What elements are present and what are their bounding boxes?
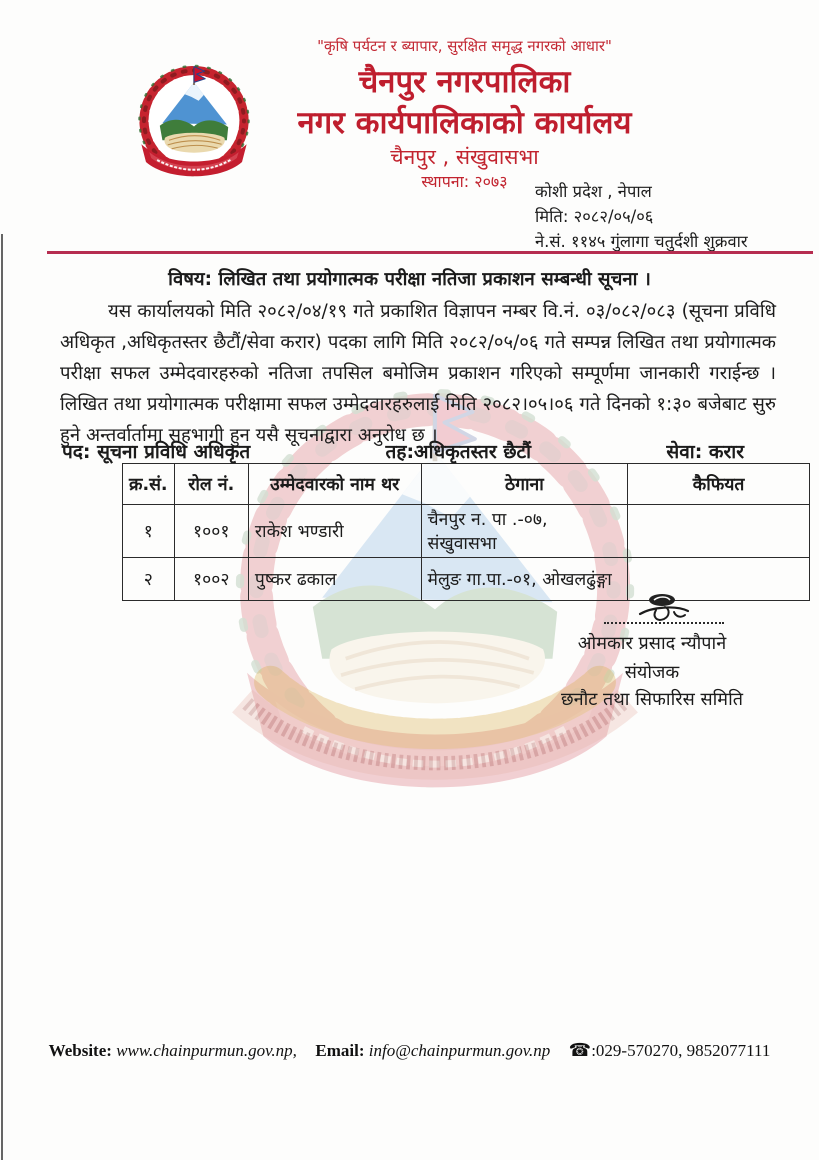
cell-sn: १ bbox=[123, 505, 175, 558]
office-location: चैनपुर , संखुवासभा bbox=[390, 145, 539, 169]
signatory-name: ओमकार प्रसाद न्यौपाने bbox=[577, 633, 727, 654]
cell-name: पुष्कर ढकाल bbox=[248, 558, 421, 601]
cell-remarks bbox=[628, 505, 810, 558]
col-header-sn: क्र.सं. bbox=[123, 464, 175, 505]
signatory-committee: छनौट तथा सिफारिस समिति bbox=[560, 689, 743, 710]
cell-roll: १००२ bbox=[174, 558, 248, 601]
cell-roll: १००१ bbox=[174, 505, 248, 558]
signatory-role: संयोजक bbox=[624, 662, 680, 683]
municipality-name: चैनपुर नगरपालिका bbox=[358, 64, 571, 100]
scan-edge-artifact bbox=[1, 234, 3, 1160]
position-info-line bbox=[62, 438, 744, 464]
cell-address: मेलुङ गा.पा.-०१, ओखलढुंङ्गा bbox=[421, 558, 628, 601]
service-label: सेवा: करार bbox=[666, 441, 744, 463]
website-label: Website: bbox=[48, 1041, 112, 1060]
province-line: कोशी प्रदेश , नेपाल bbox=[535, 182, 652, 201]
subject-line: विषय: लिखित तथा प्रयोगात्मक परीक्षा नतिजा प्रकाशन सम्बन्धी सूचना । bbox=[168, 269, 651, 290]
col-header-remarks: कैफियत bbox=[628, 464, 810, 505]
cell-sn: २ bbox=[123, 558, 175, 601]
telephone-icon: ☎ bbox=[568, 1040, 592, 1061]
date-block bbox=[535, 179, 748, 254]
nepal-sambat-line: ने.सं. ११४५ गुंलागा चतुर्दशी शुक्रवार bbox=[535, 232, 748, 251]
post-label: पद: सूचना प्रविधि अधिकृत bbox=[62, 441, 251, 463]
phone-numbers: :029-570270, 9852077111 bbox=[591, 1041, 771, 1060]
cell-address: चैनपुर न. पा .-०७, संखुवासभा bbox=[421, 505, 628, 558]
established-year: स्थापना: २०७३ bbox=[421, 172, 508, 191]
col-header-roll: रोल नं. bbox=[174, 464, 248, 505]
website-url: www.chainpurmun.gov.np, bbox=[116, 1041, 297, 1060]
footer-contact-line bbox=[0, 1040, 819, 1061]
body-paragraph: यस कार्यालयको मिति २०८२/०४/१९ गते प्रकाशित विज्ञापन नम्बर वि.नं. ०३/०८२/०८३ (सूचना प्रविधि अधिकृत ,अधिकृतस्तर छैटौं/सेवा करार) पदका लागि मिति २०८२/०५/०६ गते सम्पन्न लिखित तथा प्रयोगात्मक परीक्षा सफल उम्मेदवारहरुको नतिजा तपसिल बमोजिम प्रकाशन गरिएको सम्पूर्णमा जानकारी गराईन्छ । लिखित तथा प्रयोगात्मक परीक्षामा सफल उम्मेदवारहरुलाई मिति २०८२।०५।०६ गते दिनको १:३० बजेबाट सुरु हुने अन्तर्वार्तामा सहभागी हुन यसै सूचनाद्वारा अनुरोध छ । bbox=[60, 301, 776, 446]
cell-name: राकेश भण्डारी bbox=[248, 505, 421, 558]
date-line: मिति: २०८२/०५/०६ bbox=[535, 207, 654, 226]
header-separator-line bbox=[47, 251, 813, 254]
col-header-name: उम्मेदवारको नाम थर bbox=[248, 464, 421, 505]
email-address: info@chainpurmun.gov.np bbox=[368, 1041, 551, 1060]
col-header-address: ठेगाना bbox=[421, 464, 628, 505]
candidates-table bbox=[122, 463, 810, 601]
email-label: Email: bbox=[315, 1041, 365, 1060]
office-name: नगर कार्यपालिकाको कार्यालय bbox=[297, 105, 632, 141]
signature-dotted-line bbox=[604, 620, 724, 624]
table-row bbox=[123, 505, 810, 558]
level-label: तह:अधिकृतस्तर छैटौं bbox=[385, 441, 532, 463]
table-header-row bbox=[123, 464, 810, 505]
slogan: "कृषि पर्यटन र ब्यापार, सुरक्षित समृद्ध नगरको आधार" bbox=[317, 37, 612, 55]
